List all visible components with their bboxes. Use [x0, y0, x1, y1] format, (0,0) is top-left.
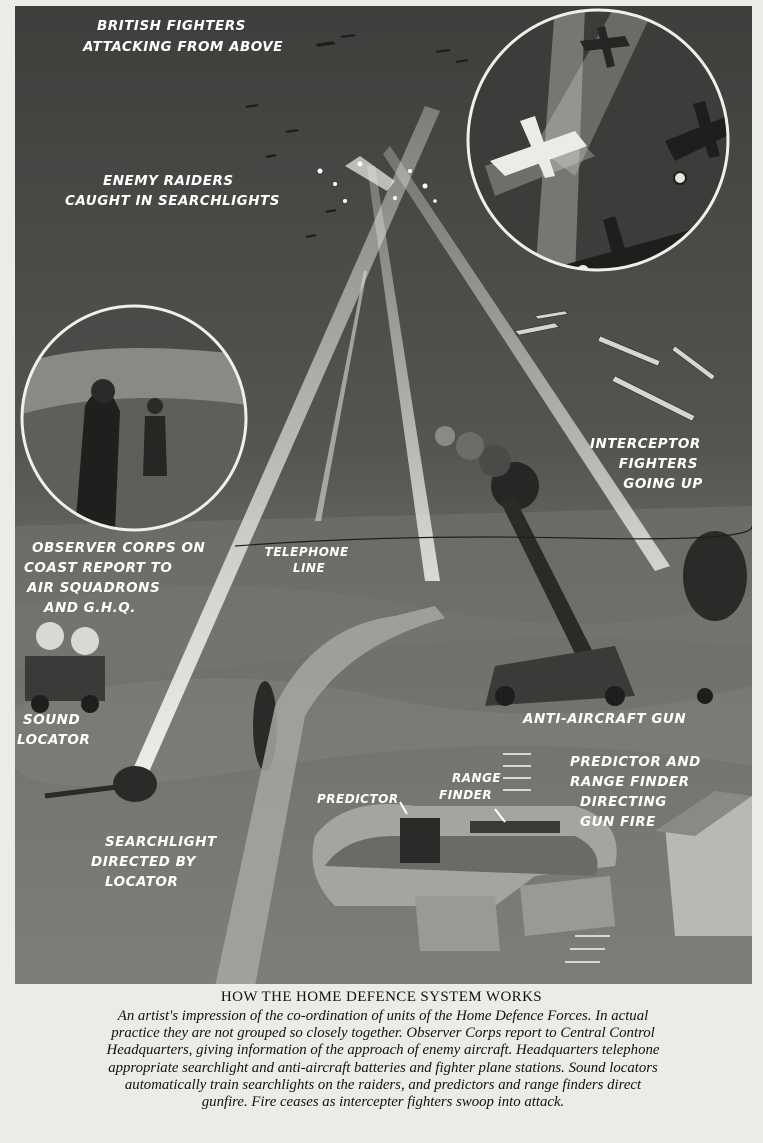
- home-defence-illustration: [15, 6, 752, 984]
- caption-line: An artist's impression of the co-ordination of units of the Home Defence Forces. In actual: [117, 1008, 649, 1024]
- label-range-finder: RANGE FINDER: [439, 771, 502, 802]
- label-interceptor: INTERCEPTOR FIGHTERS GOING UP: [590, 436, 703, 492]
- label-telephone-line: TELEPHONE LINE: [264, 545, 349, 575]
- label-searchlight: SEARCHLIGHT DIRECTED BY LOCATOR: [91, 834, 217, 890]
- caption-line: practice they are not grouped so closely together. Observer Corps report to Central Control: [111, 1025, 655, 1042]
- label-predictor: PREDICTOR: [317, 792, 399, 806]
- label-observer: OBSERVER CORPS ON COAST REPORT TO AIR SQUADRONS AND G.H.Q.: [24, 540, 206, 616]
- illustration-svg: [15, 6, 752, 984]
- label-anti-aircraft-gun: ANTI-AIRCRAFT GUN: [523, 711, 687, 727]
- caption-line: Headquarters, giving information of the approach of enemy aircraft. Headquarters telephone: [106, 1042, 660, 1059]
- label-sound-locator: SOUND LOCATOR: [17, 712, 91, 748]
- caption-line: automatically train searchlights on the raiders, and predictors and range finders direct: [124, 1076, 642, 1093]
- caption-line: appropriate searchlight and anti-aircraft batteries and fighter plane stations. Sound locators: [108, 1059, 658, 1076]
- label-enemy-raiders: ENEMY RAIDERS CAUGHT IN SEARCHLIGHTS: [65, 173, 280, 209]
- caption-body: [14, 1008, 752, 1111]
- caption-title: HOW THE HOME DEFENCE SYSTEM WORKS: [220, 989, 543, 1005]
- label-british-fighters: BRITISH FIGHTERS ATTACKING FROM ABOVE: [83, 18, 283, 55]
- label-predictor-range-finder: PREDICTOR AND RANGE FINDER DIRECTING GUN FIRE: [570, 754, 701, 830]
- caption-line: gunfire. Fire ceases as intercepter fighters swoop into attack.: [201, 1094, 565, 1111]
